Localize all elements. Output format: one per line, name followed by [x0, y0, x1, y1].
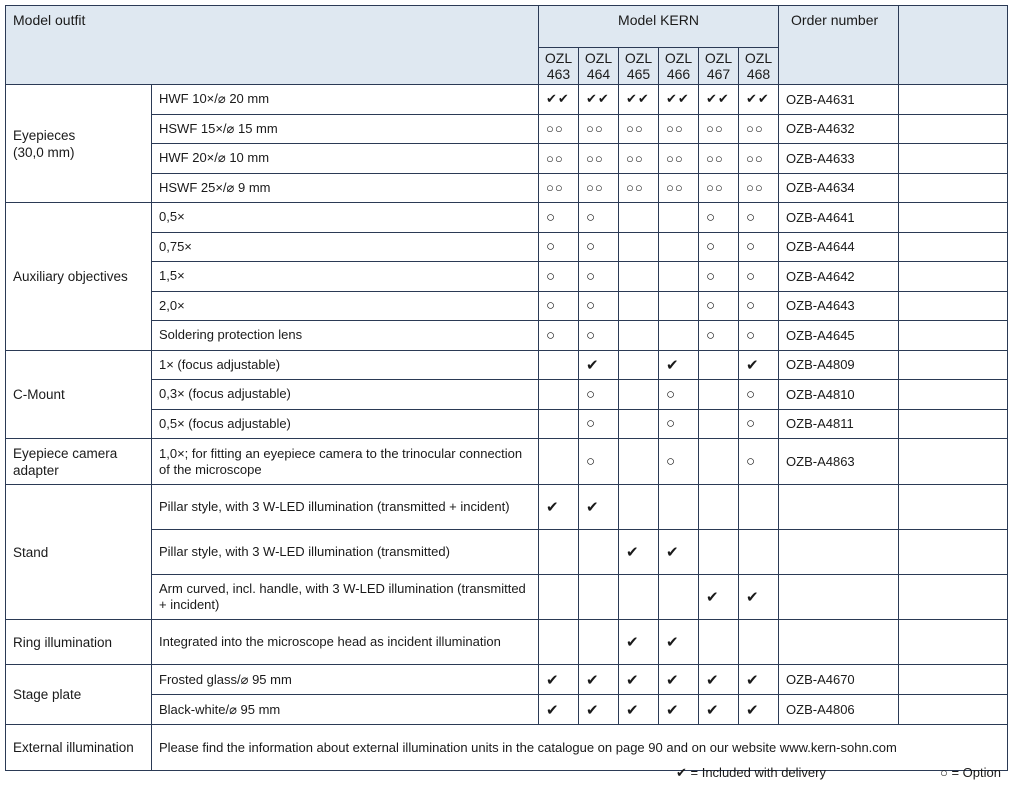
- table-row: [6, 575, 1008, 620]
- availability-mark: ○○: [539, 144, 579, 174]
- table-row: [6, 350, 1008, 380]
- table-row: [6, 85, 1008, 115]
- blank-cell: [899, 620, 1008, 665]
- availability-mark: ○: [739, 409, 779, 439]
- availability-mark: ○○: [659, 144, 699, 174]
- table-row: [6, 409, 1008, 439]
- feature-cell: 1× (focus adjustable): [152, 350, 539, 380]
- table-row: [6, 232, 1008, 262]
- feature-cell: 1,5×: [152, 262, 539, 292]
- availability-mark: ✔: [659, 665, 699, 695]
- availability-mark: [539, 439, 579, 485]
- availability-mark: ○: [699, 321, 739, 351]
- availability-mark: ○○: [659, 173, 699, 203]
- legend-included: ✔ = Included with delivery: [676, 765, 826, 780]
- feature-cell: Pillar style, with 3 W-LED illumination (transmitted): [152, 530, 539, 575]
- blank-cell: [899, 409, 1008, 439]
- blank-cell: [899, 575, 1008, 620]
- category-eyepiece-camera-adapter: [6, 439, 152, 485]
- category-label: Auxiliary objectives: [13, 268, 128, 284]
- table-row: [6, 380, 1008, 410]
- blank-header: [899, 6, 1008, 85]
- availability-mark: ✔: [739, 575, 779, 620]
- feature-cell: Arm curved, incl. handle, with 3 W-LED illumination (transmitted + incident): [152, 575, 539, 620]
- availability-mark: ○: [739, 232, 779, 262]
- category-label: Eyepiece camera adapter: [13, 445, 118, 478]
- availability-mark: ✔: [619, 620, 659, 665]
- availability-mark: [619, 380, 659, 410]
- availability-mark: ○: [579, 439, 619, 485]
- blank-cell: [899, 262, 1008, 292]
- availability-mark: [659, 232, 699, 262]
- availability-mark: ○: [579, 409, 619, 439]
- availability-mark: ✔: [619, 665, 659, 695]
- table-row: [6, 321, 1008, 351]
- availability-mark: ✔✔: [739, 85, 779, 115]
- order-number-cell: OZB-A4633: [779, 144, 899, 174]
- availability-mark: ○: [699, 203, 739, 233]
- availability-mark: ○: [739, 380, 779, 410]
- availability-mark: ○: [579, 380, 619, 410]
- blank-cell: [899, 321, 1008, 351]
- availability-mark: ✔✔: [619, 85, 659, 115]
- availability-mark: [619, 321, 659, 351]
- blank-cell: [899, 144, 1008, 174]
- feature-cell: HWF 20×/⌀ 10 mm: [152, 144, 539, 174]
- category-label: C-Mount: [13, 386, 65, 402]
- availability-mark: [659, 203, 699, 233]
- availability-mark: [539, 350, 579, 380]
- availability-mark: ✔: [659, 695, 699, 725]
- availability-mark: ✔: [739, 665, 779, 695]
- availability-mark: [659, 485, 699, 530]
- availability-mark: [699, 530, 739, 575]
- order-number-cell: [779, 575, 899, 620]
- availability-mark: [619, 409, 659, 439]
- availability-mark: ○: [739, 203, 779, 233]
- availability-mark: [619, 232, 659, 262]
- blank-cell: [899, 439, 1008, 485]
- availability-mark: [619, 291, 659, 321]
- availability-mark: ○: [659, 439, 699, 485]
- availability-mark: ✔: [659, 350, 699, 380]
- availability-mark: ○○: [739, 144, 779, 174]
- order-number-cell: OZB-A4634: [779, 173, 899, 203]
- category-external-illumination: External illumination: [6, 725, 152, 771]
- model-column-header: OZL 468: [739, 48, 779, 85]
- availability-mark: [539, 530, 579, 575]
- availability-mark: [739, 620, 779, 665]
- availability-mark: ○: [739, 439, 779, 485]
- table-row: [6, 262, 1008, 292]
- category-sublabel: (30,0 mm): [13, 144, 75, 160]
- availability-mark: ○○: [699, 144, 739, 174]
- availability-mark: ✔✔: [699, 85, 739, 115]
- availability-mark: ✔: [539, 695, 579, 725]
- category-auxiliary-objectives: [6, 203, 152, 351]
- availability-mark: ○○: [739, 173, 779, 203]
- availability-mark: ○: [739, 291, 779, 321]
- feature-cell: 2,0×: [152, 291, 539, 321]
- model-column-header: OZL 464: [579, 48, 619, 85]
- blank-cell: [899, 232, 1008, 262]
- model-column-header: OZL 463: [539, 48, 579, 85]
- feature-cell: 0,5×: [152, 203, 539, 233]
- outfit-table: [5, 5, 1008, 771]
- model-kern-header: Model KERN: [539, 6, 779, 48]
- availability-mark: ○: [659, 409, 699, 439]
- order-number-cell: OZB-A4806: [779, 695, 899, 725]
- feature-cell: Pillar style, with 3 W-LED illumination (transmitted + incident): [152, 485, 539, 530]
- blank-cell: [899, 85, 1008, 115]
- availability-mark: ○○: [539, 114, 579, 144]
- table-row: [6, 695, 1008, 725]
- blank-cell: [899, 530, 1008, 575]
- category-ring-illumination: [6, 620, 152, 665]
- order-number-cell: OZB-A4641: [779, 203, 899, 233]
- availability-mark: ✔: [739, 695, 779, 725]
- availability-mark: ✔: [539, 665, 579, 695]
- blank-cell: [899, 173, 1008, 203]
- availability-mark: ✔: [699, 575, 739, 620]
- availability-mark: [699, 439, 739, 485]
- availability-mark: ✔: [579, 350, 619, 380]
- availability-mark: ○: [699, 262, 739, 292]
- availability-mark: ✔✔: [659, 85, 699, 115]
- order-number-cell: OZB-A4809: [779, 350, 899, 380]
- order-number-cell: [779, 485, 899, 530]
- availability-mark: [699, 620, 739, 665]
- model-column-header: OZL 466: [659, 48, 699, 85]
- blank-cell: [899, 665, 1008, 695]
- table-row: [6, 439, 1008, 485]
- order-number-cell: OZB-A4642: [779, 262, 899, 292]
- availability-mark: [699, 380, 739, 410]
- availability-mark: ✔: [659, 530, 699, 575]
- order-number-cell: OZB-A4670: [779, 665, 899, 695]
- table-row: [6, 725, 1008, 771]
- availability-mark: ○: [579, 203, 619, 233]
- availability-mark: ○: [659, 380, 699, 410]
- availability-mark: [539, 380, 579, 410]
- availability-mark: ○: [579, 321, 619, 351]
- legend-option: ○ = Option: [940, 765, 1001, 780]
- table-row: [6, 665, 1008, 695]
- order-number-cell: OZB-A4811: [779, 409, 899, 439]
- availability-mark: ○: [699, 232, 739, 262]
- blank-cell: [899, 695, 1008, 725]
- availability-mark: ✔: [579, 695, 619, 725]
- category-label: Stand: [13, 544, 49, 560]
- feature-cell: Soldering protection lens: [152, 321, 539, 351]
- table-row: [6, 620, 1008, 665]
- table-row: [6, 291, 1008, 321]
- order-number-cell: OZB-A4810: [779, 380, 899, 410]
- availability-mark: [739, 530, 779, 575]
- availability-mark: ○○: [619, 173, 659, 203]
- availability-mark: ○: [699, 291, 739, 321]
- availability-mark: ○○: [539, 173, 579, 203]
- availability-mark: ○: [579, 262, 619, 292]
- category-stand: [6, 485, 152, 620]
- blank-cell: [899, 380, 1008, 410]
- category-eyepieces: [6, 85, 152, 203]
- table-row: [6, 173, 1008, 203]
- external-illumination-note: Please find the information about external illumination units in the catalogue on page 90 and on our website www.kern-sohn.com: [152, 725, 1008, 771]
- blank-cell: [899, 114, 1008, 144]
- category-label: Ring illumination: [13, 634, 113, 650]
- availability-mark: [699, 350, 739, 380]
- order-number-cell: OZB-A4863: [779, 439, 899, 485]
- category-c-mount: [6, 350, 152, 439]
- order-number-header: Order number: [779, 6, 899, 85]
- availability-mark: [579, 530, 619, 575]
- availability-mark: [579, 575, 619, 620]
- order-number-cell: OZB-A4643: [779, 291, 899, 321]
- availability-mark: ✔: [579, 485, 619, 530]
- table-row: [6, 485, 1008, 530]
- feature-cell: 0,75×: [152, 232, 539, 262]
- availability-mark: [539, 620, 579, 665]
- availability-mark: ○○: [699, 173, 739, 203]
- availability-mark: ○○: [659, 114, 699, 144]
- availability-mark: [619, 350, 659, 380]
- availability-mark: ✔: [659, 620, 699, 665]
- order-number-cell: OZB-A4631: [779, 85, 899, 115]
- availability-mark: [699, 409, 739, 439]
- order-number-cell: [779, 620, 899, 665]
- feature-cell: Frosted glass/⌀ 95 mm: [152, 665, 539, 695]
- availability-mark: ○: [579, 232, 619, 262]
- availability-mark: [619, 439, 659, 485]
- availability-mark: ○○: [619, 114, 659, 144]
- availability-mark: [579, 620, 619, 665]
- availability-mark: ○: [739, 321, 779, 351]
- model-column-header: OZL 467: [699, 48, 739, 85]
- availability-mark: ✔: [739, 350, 779, 380]
- availability-mark: ○: [539, 232, 579, 262]
- availability-mark: ○○: [699, 114, 739, 144]
- availability-mark: ✔✔: [579, 85, 619, 115]
- availability-mark: ✔: [579, 665, 619, 695]
- availability-mark: ○○: [579, 144, 619, 174]
- category-label: Stage plate: [13, 687, 82, 702]
- availability-mark: [619, 575, 659, 620]
- availability-mark: [659, 575, 699, 620]
- order-number-cell: OZB-A4632: [779, 114, 899, 144]
- availability-mark: [539, 409, 579, 439]
- availability-mark: ○○: [619, 144, 659, 174]
- availability-mark: [659, 262, 699, 292]
- blank-cell: [899, 485, 1008, 530]
- availability-mark: [739, 485, 779, 530]
- feature-cell: Black-white/⌀ 95 mm: [152, 695, 539, 725]
- availability-mark: ○: [739, 262, 779, 292]
- feature-cell: 1,0×; for fitting an eyepiece camera to the trinocular connection of the microscope: [152, 439, 539, 485]
- model-column-header: OZL 465: [619, 48, 659, 85]
- availability-mark: [619, 262, 659, 292]
- feature-cell: HSWF 15×/⌀ 15 mm: [152, 114, 539, 144]
- order-number-cell: OZB-A4645: [779, 321, 899, 351]
- table-row: [6, 144, 1008, 174]
- feature-cell: 0,3× (focus adjustable): [152, 380, 539, 410]
- table-row: [6, 114, 1008, 144]
- blank-cell: [899, 350, 1008, 380]
- availability-mark: [659, 291, 699, 321]
- feature-cell: 0,5× (focus adjustable): [152, 409, 539, 439]
- availability-mark: ○○: [579, 173, 619, 203]
- availability-mark: [699, 485, 739, 530]
- order-number-cell: [779, 530, 899, 575]
- availability-mark: ○○: [579, 114, 619, 144]
- feature-cell: HWF 10×/⌀ 20 mm: [152, 85, 539, 115]
- availability-mark: [539, 575, 579, 620]
- availability-mark: [619, 203, 659, 233]
- feature-cell: HSWF 25×/⌀ 9 mm: [152, 173, 539, 203]
- availability-mark: ✔: [699, 665, 739, 695]
- category-label: Eyepieces: [13, 127, 76, 143]
- table-row: [6, 203, 1008, 233]
- order-number-cell: OZB-A4644: [779, 232, 899, 262]
- model-outfit-header: Model outfit: [6, 6, 539, 85]
- feature-cell: Integrated into the microscope head as incident illumination: [152, 620, 539, 665]
- availability-mark: ○: [539, 321, 579, 351]
- availability-mark: ○: [539, 291, 579, 321]
- availability-mark: [619, 485, 659, 530]
- category-stage-plate: [6, 665, 152, 725]
- availability-mark: ✔: [699, 695, 739, 725]
- availability-mark: ✔✔: [539, 85, 579, 115]
- blank-cell: [899, 203, 1008, 233]
- availability-mark: ✔: [539, 485, 579, 530]
- blank-cell: [899, 291, 1008, 321]
- availability-mark: ○: [539, 262, 579, 292]
- availability-mark: ○○: [739, 114, 779, 144]
- availability-mark: ○: [579, 291, 619, 321]
- availability-mark: [659, 321, 699, 351]
- table-row: [6, 530, 1008, 575]
- availability-mark: ✔: [619, 530, 659, 575]
- availability-mark: ✔: [619, 695, 659, 725]
- availability-mark: ○: [539, 203, 579, 233]
